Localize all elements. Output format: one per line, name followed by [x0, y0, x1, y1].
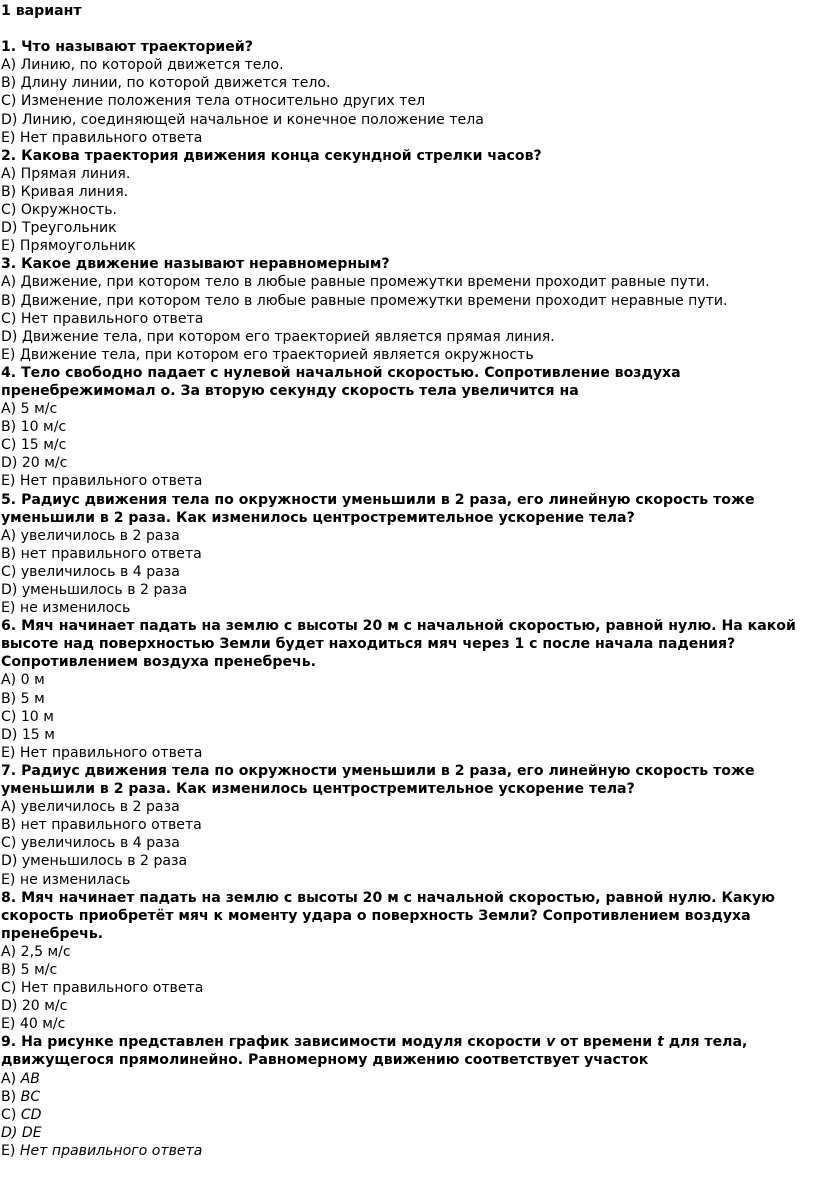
question-7	[1, 762, 813, 889]
answer-option: C) увеличилось в 4 раза	[1, 835, 180, 852]
answer-option: E) Прямоугольник	[1, 238, 136, 255]
question-text-part: для тела, движущегося прямолинейно. Равномерному движению соответствует участок	[1, 1034, 748, 1069]
option-letter: A)	[1, 1070, 21, 1087]
answer-option: D) Движение тела, при котором его траекторией является прямая линия.	[1, 328, 555, 345]
option-letter: C)	[1, 1106, 21, 1123]
question-text: 3. Какое движение называют неравномерным?	[1, 256, 390, 273]
option-text: CD	[20, 1106, 42, 1123]
option-letter: B)	[1, 1088, 21, 1105]
answer-option: E) не изменилось	[1, 600, 131, 617]
answer-option: A) Прямая линия.	[1, 165, 131, 182]
option-text: BC	[20, 1088, 41, 1105]
answer-option: A) Движение, при котором тело в любые равные промежутки времени проходит равные пути.	[1, 274, 710, 291]
question-text: 7. Радиус движения тела по окружности уменьшили в 2 раза, его линейную скорость тоже уменьшили в 2 раза. Как изменилось центростремительное ускорение тела?	[1, 762, 755, 798]
option-letter: E)	[1, 1142, 20, 1159]
question-1	[1, 38, 813, 147]
question-3	[1, 255, 813, 364]
question-9	[1, 1033, 813, 1160]
question-list	[1, 38, 813, 1033]
answer-option: A) 2,5 м/с	[1, 943, 71, 960]
answer-option	[1, 1106, 813, 1124]
answer-option	[1, 1088, 813, 1106]
question-5	[1, 491, 813, 618]
question-4	[1, 364, 813, 491]
question-2	[1, 147, 813, 256]
answer-option: E) не изменилась	[1, 871, 131, 888]
answer-option: B) 5 м	[1, 690, 45, 707]
variable-t: t	[657, 1034, 664, 1051]
answer-option: B) Движение, при котором тело в любые равные промежутки времени проходит неравные пути.	[1, 292, 728, 309]
question-text-part: от времени	[555, 1034, 658, 1051]
question-text	[1, 1033, 813, 1069]
answer-option: B) Длину линии, по которой движется тело.	[1, 75, 331, 92]
question-6	[1, 617, 813, 762]
answer-option: C) Нет правильного ответа	[1, 980, 204, 997]
option-text: DE	[21, 1124, 42, 1141]
answer-option: B) нет правильного ответа	[1, 817, 202, 834]
question-text: 1. Что называют траекторией?	[1, 39, 253, 56]
answer-option: D) 15 м	[1, 726, 55, 743]
answer-option: A) 5 м/с	[1, 401, 58, 418]
question-text: 6. Мяч начинает падать на землю с высоты 20 м с начальной скоростью, равной нулю. На какой высоте над поверхностью Земли будет находиться мяч через 1 с после начала падения? Сопротивлением воздуха пренебречь.	[1, 618, 796, 671]
answer-option: D) уменьшилось в 2 раза	[1, 582, 188, 598]
answer-option: D) уменьшилось в 2 раза	[1, 853, 188, 870]
answer-option: A) увеличилось в 2 раза	[1, 527, 180, 544]
answer-option: B) 5 м/с	[1, 961, 58, 978]
answer-option: A) увеличилось в 2 раза	[1, 799, 180, 816]
answer-option: E) Нет правильного ответа	[1, 473, 203, 490]
answer-option: A) Линию, по которой движется тело.	[1, 57, 284, 74]
question-text: 8. Мяч начинает падать на землю с высоты 20 м с начальной скоростью, равной нулю. Какую скорость приобретёт мяч к моменту удара о поверхность Земли? Сопротивлением воздуха пренебречь.	[1, 889, 775, 942]
question-text-part: 9. На рисунке представлен график зависимости модуля скорости	[1, 1034, 547, 1051]
answer-option: E) Нет правильного ответа	[1, 129, 203, 146]
question-text: 4. Тело свободно падает с нулевой начальной скоростью. Сопротивление воздуха пренебрежимомал о. За вторую секунду скорость тела увеличится на	[1, 364, 681, 399]
answer-option: C) Нет правильного ответа	[1, 310, 204, 327]
answer-option: E) Нет правильного ответа	[1, 744, 203, 761]
answer-option: D) Треугольник	[1, 220, 117, 237]
answer-option: C) 15 м/с	[1, 437, 67, 454]
answer-option: A) 0 м	[1, 672, 45, 689]
answer-option	[1, 1124, 813, 1142]
answer-option: E) Движение тела, при котором его траекторией является окружность	[1, 346, 534, 363]
answer-option: B) нет правильного ответа	[1, 545, 202, 562]
answer-option: C) увеличилось в 4 раза	[1, 563, 180, 580]
variant-title: 1 вариант	[1, 3, 82, 19]
answer-option	[1, 1142, 813, 1160]
answer-option: C) Окружность.	[1, 202, 117, 219]
answer-option: C) 10 м	[1, 708, 54, 725]
answer-option: E) 40 м/с	[1, 1016, 66, 1033]
question-text: 2. Какова траектория движения конца секундной стрелки часов?	[1, 147, 542, 164]
answer-option	[1, 1070, 813, 1088]
blank-line	[1, 20, 813, 38]
answer-option: D) 20 м/с	[1, 455, 68, 472]
answer-option: C) Изменение положения тела относительно других тел	[1, 93, 426, 110]
option-text: AB	[20, 1070, 40, 1087]
variable-v: v	[546, 1034, 556, 1051]
option-text: Нет правильного ответа	[19, 1142, 203, 1159]
answer-option: D) Линию, соединяющей начальное и конечное положение тела	[1, 111, 484, 128]
answer-option: B) 10 м/с	[1, 419, 67, 436]
option-letter: D)	[1, 1124, 22, 1141]
answer-option: B) Кривая линия.	[1, 183, 129, 200]
question-8	[1, 889, 813, 1034]
answer-option: D) 20 м/с	[1, 998, 68, 1015]
document	[1, 2, 813, 1160]
question-text: 5. Радиус движения тела по окружности уменьшили в 2 раза, его линейную скорость тоже уменьшили в 2 раза. Как изменилось центростремительное ускорение тела?	[1, 491, 755, 526]
